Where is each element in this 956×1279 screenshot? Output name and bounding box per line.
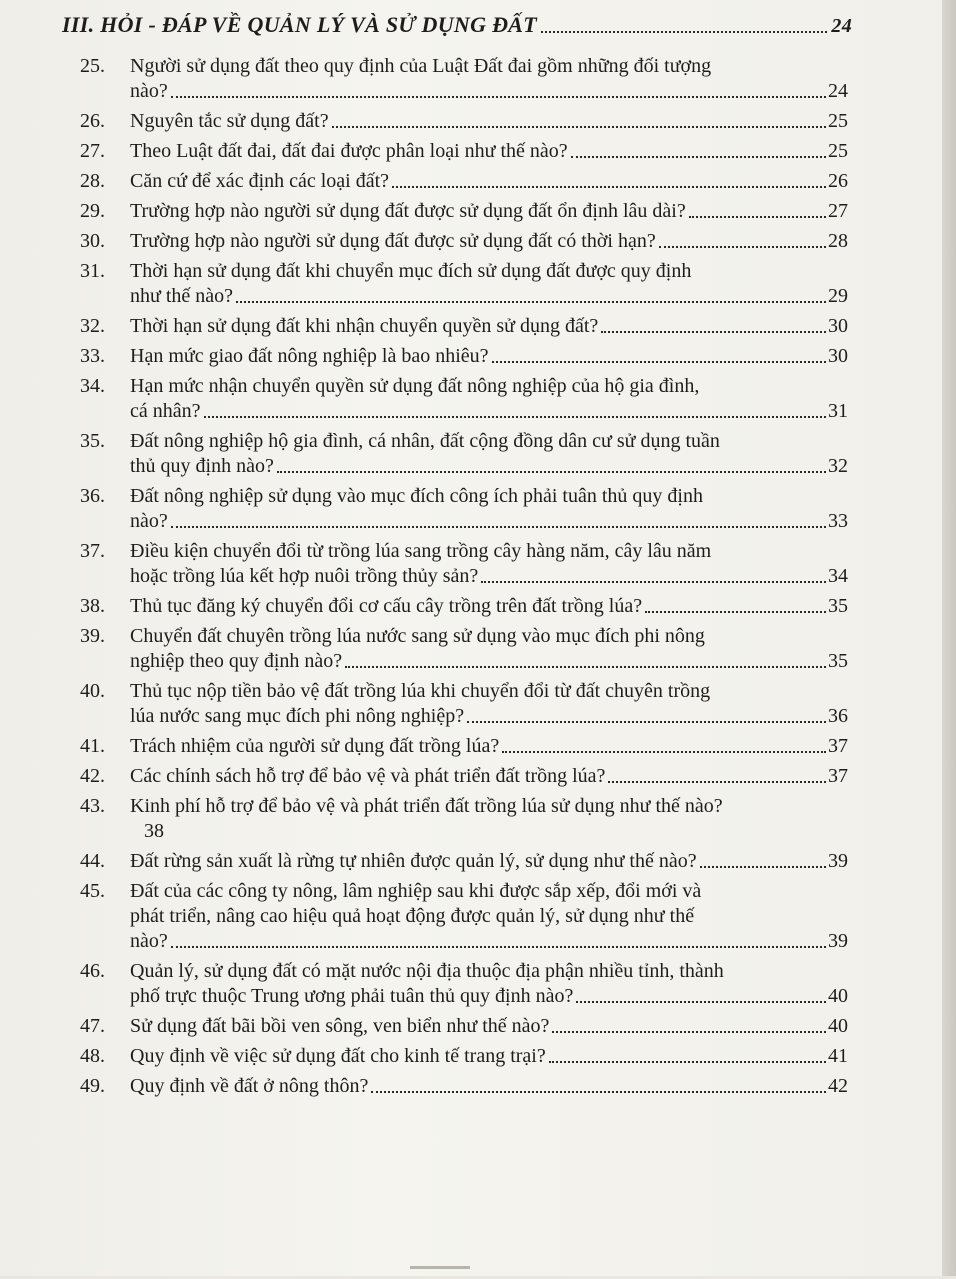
entry-page-number: 24 [828,80,848,102]
entry-text-line: Kinh phí hỗ trợ để bảo vệ và phát triển đất trồng lúa sử dụng như thế nào? [130,795,723,817]
dot-leader [492,361,826,363]
toc-entry [80,429,848,479]
entry-number: 39. [80,625,105,647]
entry-title: Đất rừng sản xuất là rừng tự nhiên được quản lý, sử dụng như thế nào? [130,850,697,872]
entry-text-line: Đất nông nghiệp hộ gia đình, cá nhân, đất cộng đồng dân cư sử dụng tuần [130,430,720,452]
entry-title: nào? [130,930,168,952]
entry-body [130,734,848,759]
entry-title: Thủ tục đăng ký chuyển đổi cơ cấu cây trồng trên đất trồng lúa? [130,595,643,617]
entry-body [130,169,848,194]
entry-number: 40. [80,680,105,702]
toc-entry [80,229,848,254]
toc-entry [80,259,848,309]
toc-entry [80,679,848,729]
entry-number: 43. [80,795,105,817]
entry-title: hoặc trồng lúa kết hợp nuôi trồng thủy sản? [130,565,479,587]
entry-number: 49. [80,1075,105,1097]
toc-entry [80,199,848,224]
dot-leader [392,186,826,188]
entry-title: phố trực thuộc Trung ương phải tuân thủ quy định nào? [130,985,574,1007]
entry-body [130,344,848,369]
entry-number: 27. [80,140,105,162]
toc-entry [80,484,848,534]
entry-title: lúa nước sang mục đích phi nông nghiệp? [130,705,465,727]
entry-last-line [130,509,848,534]
dot-leader [171,946,826,948]
entry-page-number: 27 [828,200,848,222]
entry-title: Sử dụng đất bãi bồi ven sông, ven biển như thế nào? [130,1015,550,1037]
entry-body [130,1074,848,1099]
entry-last-line [130,1044,848,1069]
entry-page-number: 35 [828,595,848,617]
toc-entry [80,539,848,589]
entry-text-line: Hạn mức nhận chuyển quyền sử dụng đất nông nghiệp của hộ gia đình, [130,375,700,397]
entry-last-line [130,1074,848,1099]
entry-text-line: Chuyển đất chuyên trồng lúa nước sang sử dụng vào mục đích phi nông [130,625,705,647]
entry-body [130,679,848,729]
dot-leader [608,781,826,783]
entry-number: 32. [80,315,105,337]
entry-body [130,849,848,874]
dot-leader [467,721,826,723]
dot-leader [345,666,826,668]
entry-text-line: Người sử dụng đất theo quy định của Luật Đất đai gồm những đối tượng [130,55,712,77]
entry-page-number: 34 [828,565,848,587]
dot-leader [645,611,826,613]
entry-page-number: 39 [828,850,848,872]
dot-leader [502,751,826,753]
dot-leader [481,581,826,583]
entry-page-number: 40 [828,985,848,1007]
entry-body [130,539,848,589]
entry-text-line: phát triển, nâng cao hiệu quả hoạt động được quản lý, sử dụng như thế [130,905,695,927]
entry-body [130,879,848,954]
toc-entry [80,374,848,424]
entry-title: Trường hợp nào người sử dụng đất được sử dụng đất có thời hạn? [130,230,656,252]
entry-last-line [130,284,848,309]
entry-title: Các chính sách hỗ trợ để bảo vệ và phát triển đất trồng lúa? [130,765,606,787]
entry-page-number: 37 [828,735,848,757]
toc-entry [80,54,848,104]
entry-last-line [130,704,848,729]
toc-entry [80,109,848,134]
entry-number: 41. [80,735,105,757]
entry-last-line [130,399,848,424]
entry-last-line [130,344,848,369]
entry-body [130,199,848,224]
entry-page-number: 30 [828,345,848,367]
entry-number: 36. [80,485,105,507]
entry-page-number: 35 [828,650,848,672]
entry-body [130,314,848,339]
toc-entry [80,764,848,789]
entry-title: nghiệp theo quy định nào? [130,650,343,672]
entry-number: 38. [80,595,105,617]
entry-body [130,484,848,534]
entry-title: nào? [130,80,168,102]
dot-leader [171,526,826,528]
entry-page-number: 38 [144,820,164,842]
entry-last-line [130,109,848,134]
entry-page-number: 25 [828,110,848,132]
entry-number: 25. [80,55,105,77]
entry-title: Căn cứ để xác định các loại đất? [130,170,390,192]
entry-body [130,959,848,1009]
toc-entry [80,1044,848,1069]
entry-body [130,54,848,104]
entry-title: cá nhân? [130,400,201,422]
entry-body [130,1044,848,1069]
entry-page-number: 39 [828,930,848,952]
entry-body [130,109,848,134]
entry-last-line [130,929,848,954]
dot-leader [576,1001,826,1003]
entry-title: nào? [130,510,168,532]
entry-page-number: 40 [828,1015,848,1037]
toc-entry [80,734,848,759]
entry-body [130,429,848,479]
toc-entry [80,959,848,1009]
entry-text-line: Đất của các công ty nông, lâm nghiệp sau khi được sắp xếp, đổi mới và [130,880,702,902]
entry-number: 35. [80,430,105,452]
entry-number: 34. [80,375,105,397]
entry-last-line [130,199,848,224]
entry-number: 30. [80,230,105,252]
entry-page-number: 31 [828,400,848,422]
entry-page-number: 33 [828,510,848,532]
entry-title: Trường hợp nào người sử dụng đất được sử dụng đất ổn định lâu dài? [130,200,686,222]
entry-page-number: 29 [828,285,848,307]
page-edge [942,0,956,1276]
entry-last-line [130,564,848,589]
entry-body [130,594,848,619]
entry-page-number: 41 [828,1045,848,1067]
dot-leader [541,31,827,33]
entry-title: Quy định về việc sử dụng đất cho kinh tế trang trại? [130,1045,546,1067]
entry-number: 33. [80,345,105,367]
entry-number: 31. [80,260,105,282]
toc-entry [80,879,848,954]
toc-entry [80,139,848,164]
entry-body [130,794,848,844]
toc-entry [80,849,848,874]
entry-last-line [130,734,848,759]
entry-number: 45. [80,880,105,902]
dot-leader [549,1061,826,1063]
entry-last-line [130,984,848,1009]
dot-leader [171,96,826,98]
toc-entry [80,314,848,339]
entry-title: Hạn mức giao đất nông nghiệp là bao nhiêu? [130,345,489,367]
entry-title: như thế nào? [130,285,234,307]
entry-number: 48. [80,1045,105,1067]
dot-leader [659,246,826,248]
toc-entry [80,1014,848,1039]
toc-entry [80,1074,848,1099]
entry-number: 29. [80,200,105,222]
entry-text-line: Quản lý, sử dụng đất có mặt nước nội địa thuộc địa phận nhiều tỉnh, thành [130,960,724,982]
entry-number: 46. [80,960,105,982]
dot-leader [332,126,826,128]
dot-leader [571,156,826,158]
entry-title: Trách nhiệm của người sử dụng đất trồng lúa? [130,735,500,757]
toc-entry [80,344,848,369]
entry-title: Quy định về đất ở nông thôn? [130,1075,369,1097]
page-number-fragment [410,1266,470,1279]
toc-entry [80,169,848,194]
entry-page-number: 36 [828,705,848,727]
toc-entry [80,624,848,674]
section-title: III. HỎI - ĐÁP VỀ QUẢN LÝ VÀ SỬ DỤNG ĐẤT [62,12,537,37]
dot-leader [277,471,826,473]
entry-last-line [130,169,848,194]
entry-body [130,1014,848,1039]
entry-title: Thời hạn sử dụng đất khi nhận chuyển quyền sử dụng đất? [130,315,599,337]
entry-body [130,764,848,789]
section-page-number: 24 [831,15,852,37]
entry-text-line: Thủ tục nộp tiền bảo vệ đất trồng lúa khi chuyển đổi từ đất chuyên trồng [130,680,711,702]
dot-leader [689,216,826,218]
entry-last-line [130,849,848,874]
entry-page-number: 37 [828,765,848,787]
section-heading [62,12,852,38]
entry-last-line [130,594,848,619]
entry-last-line [130,1014,848,1039]
entry-last-line [130,764,848,789]
entry-body [130,624,848,674]
dot-leader [700,866,826,868]
entry-number: 28. [80,170,105,192]
entry-body [130,229,848,254]
dot-leader [236,301,826,303]
entry-last-line [130,649,848,674]
entry-page-number: 25 [828,140,848,162]
dot-leader [601,331,826,333]
dot-leader [204,416,826,418]
dot-leader [552,1031,826,1033]
entry-number: 47. [80,1015,105,1037]
entry-title: thủ quy định nào? [130,455,274,477]
entry-page-number: 26 [828,170,848,192]
toc-entry [80,794,848,844]
entry-last-line [130,79,848,104]
entry-page-number: 42 [828,1075,848,1097]
entry-text-line: Thời hạn sử dụng đất khi chuyển mục đích sử dụng đất được quy định [130,260,692,282]
entry-number: 44. [80,850,105,872]
entry-title: Theo Luật đất đai, đất đai được phân loại như thế nào? [130,140,568,162]
entry-number: 42. [80,765,105,787]
entry-body [130,259,848,309]
toc-entry [80,594,848,619]
entry-body [130,139,848,164]
dot-leader [371,1091,826,1093]
entry-number: 26. [80,110,105,132]
entry-page-number: 30 [828,315,848,337]
entry-last-line [130,454,848,479]
entry-page-number: 32 [828,455,848,477]
entry-number: 37. [80,540,105,562]
entry-text-line: Điều kiện chuyển đổi từ trồng lúa sang trồng cây hàng năm, cây lâu năm [130,540,712,562]
entry-page-number: 28 [828,230,848,252]
entry-last-line [130,229,848,254]
entry-body [130,374,848,424]
entry-title: Nguyên tắc sử dụng đất? [130,110,329,132]
entry-last-line [130,314,848,339]
entry-text-line: Đất nông nghiệp sử dụng vào mục đích công ích phải tuân thủ quy định [130,485,703,507]
entry-last-line [130,139,848,164]
table-of-contents [80,54,848,1104]
